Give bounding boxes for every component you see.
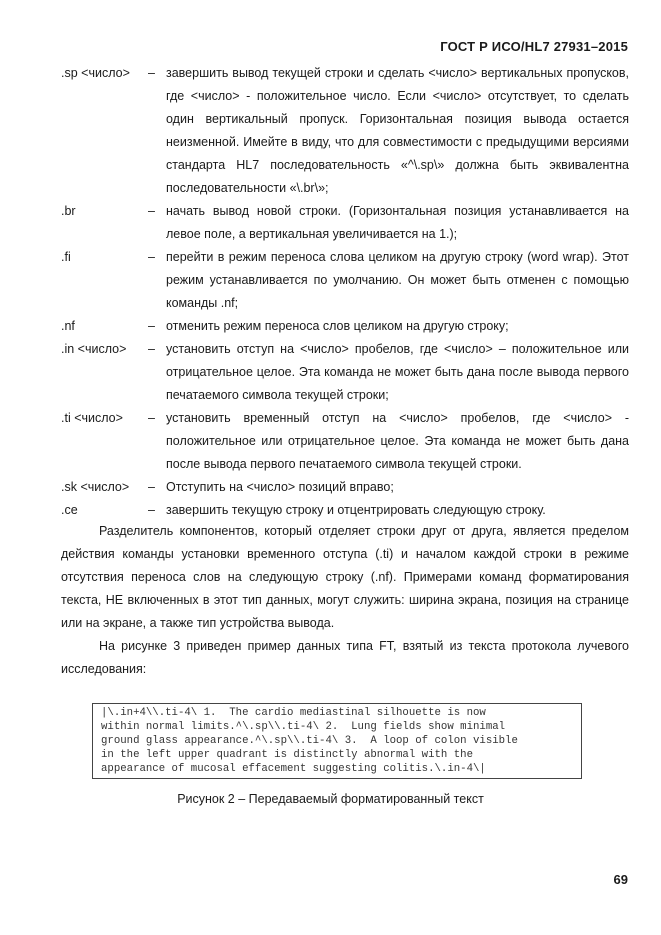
document-header: ГОСТ Р ИСО/HL7 27931–2015 xyxy=(440,39,628,54)
definition-term: .fi xyxy=(61,250,71,264)
definition-list xyxy=(61,62,629,522)
code-example-box xyxy=(92,703,582,779)
code-example-text: |\.in+4\\.ti-4\ 1. The cardio mediastinal silhouette is now within normal limits.^\.sp\\.ti-4\ 2. Lung fields show minimal ground glass appearance.^\.sp\\.ti-4\ 3. A loop of colon visible in the left upper quadrant is distinctly abnormal with the appearance of mucosal effacement suggesting colitis.\.in-4\| xyxy=(101,707,518,775)
definition-dash: – xyxy=(148,204,155,218)
definition-item xyxy=(61,200,629,246)
definition-dash: – xyxy=(148,250,155,264)
body-paragraph: На рисунке 3 приведен пример данных типа FT, взятый из текста протокола лучевого исследования: xyxy=(61,639,629,676)
definition-term: .sk <число> xyxy=(61,480,130,494)
definition-text: перейти в режим переноса слова целиком на другую строку (word wrap). Этот режим устанавливается по умолчанию. Он может быть отменен с помощью команды .nf; xyxy=(166,250,629,310)
body-paragraph: Разделитель компонентов, который отделяет строки друг от друга, является пределом действия команды установки временного отступа (.ti) и началом каждой строки в режиме отсутствия переноса слов на следующую строку (.nf). Примерами команд форматирования текста, НЕ включенных в этот тип данных, могут служить: ширина экрана, позиция на странице или на экране, а также тип устройства вывода. xyxy=(61,524,629,630)
definition-term: .sp <число> xyxy=(61,66,130,80)
definition-term: .nf xyxy=(61,319,75,333)
definition-dash: – xyxy=(148,503,155,517)
definition-dash: – xyxy=(148,480,155,494)
definition-text: завершить вывод текущей строки и сделать <число> вертикальных пропусков, где <число> - положительное число. Если <число> отсутствует, то сделать один вертикальный пропуск. Горизонтальная позиция вывода остается неизменной. Имейте в виду, что для совместимости с предыдущими версиями стандарта HL7 последовательность «^\.sp\» должна быть эквивалентна последовательности «\.br\»; xyxy=(166,66,629,195)
definition-dash: – xyxy=(148,319,155,333)
definition-dash: – xyxy=(148,411,155,425)
definition-term: .in <число> xyxy=(61,342,127,356)
definition-text: начать вывод новой строки. (Горизонтальная позиция устанавливается на левое поле, а вертикальная увеличивается на 1.); xyxy=(166,204,629,241)
definition-item xyxy=(61,476,629,499)
definition-text: установить временный отступ на <число> пробелов, где <число> - положительное или отрицательное целое. Эта команда не может быть дана после вывода первого печатаемого символа текущей строки. xyxy=(166,411,629,471)
definition-term: .br xyxy=(61,204,76,218)
definition-text: установить отступ на <число> пробелов, где <число> – положительное или отрицательное целое. Эта команда не может быть дана после вывода первого печатаемого символа текущей строки; xyxy=(166,342,629,402)
definition-dash: – xyxy=(148,66,155,80)
definition-item xyxy=(61,338,629,407)
definition-dash: – xyxy=(148,342,155,356)
definition-item xyxy=(61,499,629,522)
definition-item xyxy=(61,246,629,315)
definition-text: Отступить на <число> позиций вправо; xyxy=(166,480,394,494)
definition-item xyxy=(61,62,629,200)
definition-item xyxy=(61,315,629,338)
definition-term: .ti <число> xyxy=(61,411,123,425)
figure-caption: Рисунок 2 – Передаваемый форматированный текст xyxy=(177,792,484,806)
definition-text: завершить текущую строку и отцентрировать следующую строку. xyxy=(166,503,546,517)
definition-text: отменить режим переноса слов целиком на другую строку; xyxy=(166,319,509,333)
definition-term: .ce xyxy=(61,503,78,517)
page-number: 69 xyxy=(613,872,628,887)
definition-item xyxy=(61,407,629,476)
